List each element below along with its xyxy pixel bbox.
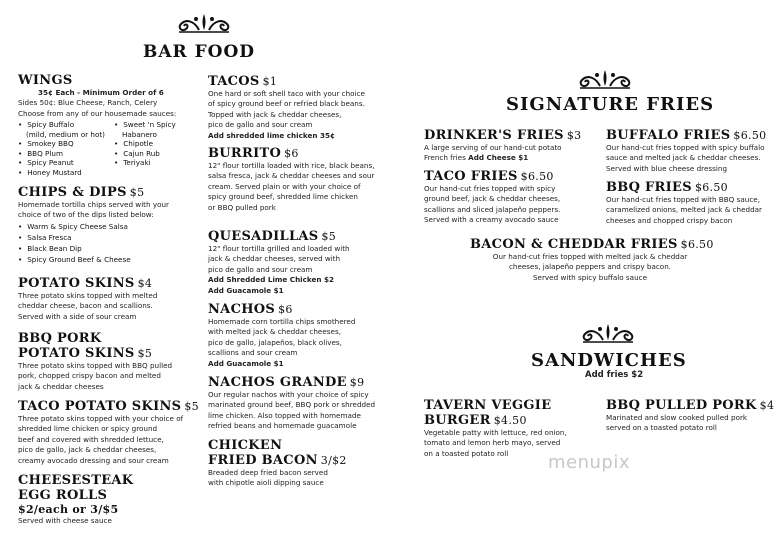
potato-skins-desc-3: Served with a side of sour cream (18, 311, 137, 321)
quesadillas-price: $5 (321, 230, 337, 243)
quesadillas-desc-1: 12" flour tortilla grilled and loaded with (208, 244, 350, 253)
veggie-desc-3: on a toasted potato roll (424, 448, 509, 458)
nachos-grande-price: $9 (349, 376, 365, 389)
wings-sauces-right (114, 120, 176, 168)
sandwiches-subtitle: Add fries $2 (585, 370, 644, 380)
nachos-grande-desc-1: Our regular nachos with your choice of spicy (208, 390, 369, 399)
nachos-grande-desc-2: marinated ground beef, BBQ pork or shredded (208, 400, 376, 410)
quesadillas-desc-3: pico de gallo and sour cream (208, 264, 313, 274)
cheesesteak-name-2: EGG ROLLS (18, 488, 108, 503)
chicken-fried-bacon-item (208, 438, 347, 489)
bacon-cheddar-name: BACON & CHEDDAR FRIES (470, 237, 678, 252)
list-item: • Black Bean Dip (18, 243, 169, 254)
tacos-item (208, 74, 365, 141)
wings-item (18, 73, 198, 119)
bacon-cheddar-desc-3: Served with spicy buffalo sauce (532, 272, 648, 282)
quesadillas-item (208, 229, 350, 296)
chicken-bacon-name-2: FRIED BACON (208, 453, 318, 468)
buffalo-name: BUFFALO FRIES (606, 128, 731, 143)
nachos-grande-desc-4: refried beans and homemade guacamole (208, 421, 357, 431)
tacos-desc-4: pico de gallo and sour cream (208, 120, 313, 130)
pulled-pork-desc-1: Marinated and slow cooked pulled pork (606, 413, 748, 422)
quesadillas-name: QUESADILLAS (208, 229, 319, 244)
bbq-fries-item (606, 180, 762, 226)
buffalo-desc-1: Our hand-cut fries topped with spicy buffalo (606, 143, 765, 152)
sandwiches-title: SANDWICHES (531, 350, 687, 371)
burrito-desc-4: spicy ground beef, shredded lime chicken (208, 192, 358, 202)
list-item: • Smokey BBQ (18, 139, 105, 149)
nachos-desc-1: Homemade corn tortilla chips smothered (208, 317, 356, 326)
taco-fries-desc-2: ground beef, jack & cheddar cheeses, (424, 194, 561, 204)
list-item: • Salsa Fresca (18, 232, 169, 243)
cheesesteak-price: $2/each or 3/$5 (18, 503, 119, 516)
bbq-pork-desc-2: pork, chopped crispy bacon and melted (18, 371, 161, 381)
bbq-pork-name-1: BBQ PORK (18, 331, 102, 346)
veggie-name-1: TAVERN VEGGIE (424, 398, 552, 413)
flourish-ornament-icon (572, 68, 638, 90)
taco-fries-item (424, 169, 560, 226)
bbq-pork-desc-1: Three potato skins topped with BBQ pulled (18, 361, 173, 370)
taco-skins-item (18, 399, 199, 466)
burrito-price: $6 (284, 147, 299, 160)
chicken-bacon-name-1: CHICKEN (208, 438, 283, 453)
veggie-name-2: BURGER (424, 413, 491, 428)
bbq-pork-name-2: POTATO SKINS (18, 346, 135, 361)
burrito-desc-3: cream. Served plain or with your choice of (208, 181, 361, 191)
tacos-price: $1 (262, 75, 278, 88)
burrito-item (208, 146, 375, 213)
wings-sides: Sides 50¢: Blue Cheese, Ranch, Celery (18, 98, 158, 108)
taco-skins-desc-5: creamy avocado dressing and sour cream (18, 455, 169, 465)
pulled-pork-desc-2: served on a toasted potato roll (606, 423, 717, 433)
list-item: • Honey Mustard (18, 168, 105, 178)
veggie-burger-item (424, 398, 567, 459)
drinkers-desc-2: French fries (424, 153, 466, 163)
nachos-addon: Add Guacamole $1 (208, 358, 284, 368)
taco-fries-desc-3: scallions and sliced jalapeño peppers. (424, 204, 561, 214)
signature-fries-title: SIGNATURE FRIES (506, 94, 715, 115)
flourish-ornament-icon (171, 12, 237, 34)
bacon-cheddar-desc-2: cheeses, jalapeño peppers and crispy bacon. (508, 262, 672, 272)
bbq-fries-desc-3: cheeses and chopped crispy bacon (606, 215, 733, 225)
nachos-desc-3: pico de gallo, jalapeños, black olives, (208, 337, 342, 347)
taco-skins-desc-3: beef and covered with shredded lettuce, (18, 434, 164, 444)
bacon-cheddar-desc-1: Our hand-cut fries topped with melted jack & cheddar (492, 252, 688, 261)
taco-skins-desc-1: Three potato skins topped with your choice of (18, 414, 184, 423)
chips-desc-1: Homemade tortilla chips served with your (18, 200, 170, 209)
wings-choose: Choose from any of our housemade sauces: (18, 108, 177, 118)
pulled-pork-name: BBQ PULLED PORK (606, 398, 757, 413)
taco-skins-price: $5 (184, 400, 199, 413)
list-item: • Warm & Spicy Cheese Salsa (18, 221, 169, 232)
nachos-grande-desc-3: lime chicken. Also topped with homemade (208, 410, 361, 420)
buffalo-fries-item (606, 128, 766, 174)
nachos-price: $6 (278, 303, 293, 316)
potato-skins-price: $4 (137, 277, 153, 290)
taco-skins-desc-2: shredded lime chicken or spicy ground (18, 424, 158, 434)
nachos-grande-item (208, 375, 375, 432)
veggie-price: $4.50 (493, 414, 527, 427)
buffalo-desc-3: Served with blue cheese dressing (606, 163, 728, 173)
list-item: • Spicy Peanut (18, 158, 105, 168)
burrito-desc-1: 12" flour tortilla loaded with rice, black beans, (208, 161, 375, 170)
potato-skins-desc-2: cheddar cheese, bacon and scallions. (18, 301, 153, 311)
bbq-pulled-pork-item (606, 398, 774, 434)
chicken-bacon-price: 3/$2 (320, 454, 347, 467)
potato-skins-item (18, 276, 157, 322)
drinkers-fries-item (424, 128, 581, 164)
list-item: • Chipotle (114, 139, 176, 149)
flourish-ornament-icon (575, 322, 641, 344)
wings-name: WINGS (18, 73, 73, 88)
bbq-fries-name: BBQ FRIES (606, 180, 692, 195)
list-item: Habanero (122, 129, 157, 139)
nachos-grande-name: NACHOS GRANDE (208, 375, 347, 390)
taco-fries-desc-4: Served with a creamy avocado sauce (424, 215, 559, 225)
chicken-bacon-desc-2: with chipotle aioli dipping sauce (208, 478, 324, 488)
cheesesteak-name-1: CHEESESTEAK (18, 473, 134, 488)
menupix-watermark: menupix (548, 452, 631, 473)
bbq-pork-price: $5 (137, 347, 153, 360)
burrito-name: BURRITO (208, 146, 282, 161)
bacon-cheddar-fries-item (470, 237, 714, 283)
taco-fries-name: TACO FRIES (424, 169, 518, 184)
drinkers-addon: Add Cheese $1 (468, 153, 529, 163)
bar-food-title: BAR FOOD (143, 42, 256, 62)
cheesesteak-item (18, 473, 133, 526)
chips-name: CHIPS & DIPS (18, 185, 127, 200)
cheesesteak-desc: Served with cheese sauce (18, 516, 112, 525)
quesadillas-desc-2: jack & cheddar cheeses, served with (208, 254, 341, 264)
tacos-addon: Add shredded lime chicken 35¢ (208, 130, 335, 140)
tacos-desc-2: of spicy ground beef or refried black beans. (208, 99, 365, 109)
chips-price: $5 (129, 186, 145, 199)
nachos-name: NACHOS (208, 302, 276, 317)
potato-skins-name: POTATO SKINS (18, 276, 135, 291)
wings-sauces-left (18, 120, 105, 177)
tacos-desc-3: Topped with jack & cheddar cheeses, (208, 109, 342, 119)
bbq-fries-price: $6.50 (694, 181, 728, 194)
list-item: • Sweet 'n Spicy (114, 120, 176, 130)
bbq-pork-skins-item (18, 331, 172, 392)
tacos-name: TACOS (208, 74, 260, 89)
list-item: (mild, medium or hot) (26, 129, 105, 139)
chicken-bacon-desc-1: Breaded deep fried bacon served (208, 468, 328, 477)
nachos-desc-2: with melted jack & cheddar cheeses, (208, 327, 341, 337)
bbq-fries-desc-2: caramelized onions, melted jack & cheddar (606, 205, 763, 215)
buffalo-desc-2: sauce and melted jack & cheddar cheeses. (606, 153, 761, 163)
taco-fries-desc-1: Our hand-cut fries topped with spicy (424, 184, 556, 193)
quesadillas-addon-2: Add Guacamole $1 (208, 285, 284, 295)
taco-skins-desc-4: pico de gallo, jack & cheddar cheeses, (18, 445, 157, 455)
list-item: • BBQ Plum (18, 149, 105, 159)
quesadillas-addon-1: Add Shredded Lime Chicken $2 (208, 275, 334, 285)
nachos-item (208, 302, 355, 369)
chips-dips-item (18, 185, 169, 265)
nachos-desc-4: scallions and sour cream (208, 348, 298, 358)
burrito-desc-5: or BBQ pulled pork (208, 202, 276, 212)
drinkers-desc-1: A large serving of our hand-cut potato (424, 143, 562, 152)
potato-skins-desc-1: Three potato skins topped with melted (18, 291, 158, 300)
list-item: • Teriyaki (114, 158, 176, 168)
wings-price: 35¢ Each - Minimum Order of 6 (38, 88, 164, 97)
drinkers-name: DRINKER'S FRIES (424, 128, 564, 143)
veggie-desc-1: Vegetable patty with lettuce, red onion, (424, 428, 567, 437)
list-item: • Spicy Ground Beef & Cheese (18, 254, 169, 265)
taco-fries-price: $6.50 (520, 170, 554, 183)
chips-desc-2: choice of two of the dips listed below: (18, 210, 154, 220)
burrito-desc-2: salsa fresca, jack & cheddar cheeses and sour (208, 171, 375, 181)
list-item: • Cajun Rub (114, 149, 176, 159)
drinkers-price: $3 (566, 129, 582, 142)
buffalo-price: $6.50 (733, 129, 767, 142)
list-item: • Spicy Buffalo (18, 120, 105, 130)
bbq-pork-desc-3: jack & cheddar cheeses (18, 381, 104, 391)
bacon-cheddar-price: $6.50 (680, 238, 714, 251)
tacos-desc-1: One hard or soft shell taco with your choice (208, 89, 365, 98)
veggie-desc-2: tomato and lemon herb mayo, served (424, 438, 561, 448)
taco-skins-name: TACO POTATO SKINS (18, 399, 182, 414)
pulled-pork-price: $4 (759, 399, 775, 412)
bbq-fries-desc-1: Our hand-cut fries topped with BBQ sauce, (606, 195, 760, 204)
